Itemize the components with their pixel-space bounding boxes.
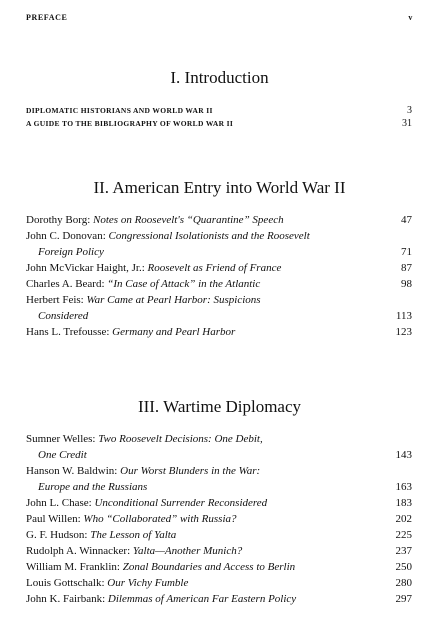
entry-title: Notes on Roosevelt's “Quarantine” Speech <box>93 214 284 226</box>
entry-title-continuation: Foreign Policy <box>38 246 104 258</box>
entry-page-number: 183 <box>395 497 412 509</box>
entry-page-number: 71 <box>401 246 412 258</box>
entry-page-number: 3 <box>407 105 412 116</box>
toc-entry[interactable] <box>26 260 412 276</box>
entry-author: Hanson W. Baldwin: <box>26 465 118 477</box>
running-header-page-number: v <box>408 13 413 22</box>
toc-entry[interactable] <box>26 543 412 559</box>
running-header-left: PREFACE <box>26 13 68 22</box>
toc-entry[interactable] <box>26 559 412 575</box>
entry-author: Hans L. Trefousse: <box>26 326 110 338</box>
entry-author: William M. Franklin: <box>26 561 120 573</box>
toc-entry[interactable] <box>26 324 412 340</box>
entry-title: Who “Collaborated” with Russia? <box>83 513 237 525</box>
entry-title: Two Roosevelt Decisions: One Debit, <box>98 433 263 445</box>
entry-title: DIPLOMATIC HISTORIANS AND WORLD WAR II <box>26 106 213 115</box>
running-header <box>26 13 413 22</box>
entry-title: The Lesson of Yalta <box>90 529 177 541</box>
entry-page-number: 113 <box>395 310 412 322</box>
entry-page-number: 87 <box>401 262 412 274</box>
toc-entry[interactable] <box>26 276 412 292</box>
entry-author: Rudolph A. Winnacker: <box>26 545 131 557</box>
entry-author: Sumner Welles: <box>26 433 96 445</box>
toc-entry[interactable] <box>26 228 412 260</box>
entry-author: John C. Donovan: <box>26 230 106 242</box>
part-title-introduction: I. Introduction <box>170 68 269 87</box>
entry-author: Herbert Feis: <box>26 294 84 306</box>
entry-title: War Came at Pearl Harbor: Suspicions <box>86 294 261 306</box>
entry-title: Dilemmas of American Far Eastern Policy <box>107 593 297 605</box>
entry-title: Germany and Pearl Harbor <box>112 326 236 338</box>
entry-page-number: 225 <box>395 529 412 541</box>
toc-entry[interactable] <box>26 117 412 130</box>
part-american-entry-entries <box>26 212 412 340</box>
toc-entry[interactable] <box>26 511 412 527</box>
entry-title: Roosevelt as Friend of France <box>147 262 282 274</box>
toc-entry[interactable] <box>26 104 412 117</box>
entry-title: “In Case of Attack” in the Atlantic <box>107 278 261 290</box>
entry-title: Zonal Boundaries and Access to Berlin <box>122 561 296 573</box>
entry-page-number: 163 <box>395 481 412 493</box>
entry-title: Congressional Isolationists and the Roosevelt <box>108 230 310 242</box>
entry-page-number: 250 <box>395 561 412 573</box>
entry-author: John K. Fairbank: <box>26 593 106 605</box>
part-introduction-entries <box>26 104 412 130</box>
toc-entry[interactable] <box>26 575 412 591</box>
toc-entry[interactable] <box>26 431 412 463</box>
entry-author: Charles A. Beard: <box>26 278 105 290</box>
toc-entry[interactable] <box>26 591 412 607</box>
part-wartime-diplomacy-entries <box>26 431 412 607</box>
entry-author: John McVickar Haight, Jr.: <box>26 262 145 274</box>
entry-author: Dorothy Borg: <box>26 214 91 226</box>
entry-page-number: 123 <box>395 326 412 338</box>
entry-page-number: 98 <box>401 278 412 290</box>
entry-title: Unconditional Surrender Reconsidered <box>94 497 268 509</box>
entry-title: Yalta—Another Munich? <box>132 545 243 557</box>
entry-author: G. F. Hudson: <box>26 529 88 541</box>
toc-entry[interactable] <box>26 292 412 324</box>
entry-title-continuation: Europe and the Russians <box>38 481 148 493</box>
entry-author: Louis Gottschalk: <box>26 577 105 589</box>
toc-entry[interactable] <box>26 463 412 495</box>
toc-entry[interactable] <box>26 212 412 228</box>
entry-title-continuation: One Credit <box>38 449 87 461</box>
entry-page-number: 297 <box>395 593 412 605</box>
entry-author: John L. Chase: <box>26 497 92 509</box>
entry-title: A GUIDE TO THE BIBLIOGRAPHY OF WORLD WAR II <box>26 119 234 128</box>
entry-page-number: 47 <box>401 214 412 226</box>
entry-page-number: 202 <box>395 513 412 525</box>
entry-title: Our Vichy Fumble <box>107 577 189 589</box>
entry-title-continuation: Considered <box>38 310 89 322</box>
part-title-american-entry: II. American Entry into World War II <box>93 178 346 197</box>
entry-title: Our Worst Blunders in the War: <box>120 465 261 477</box>
entry-page-number: 143 <box>395 449 412 461</box>
entry-page-number: 31 <box>402 118 412 129</box>
toc-entry[interactable] <box>26 527 412 543</box>
entry-page-number: 280 <box>395 577 412 589</box>
toc-entry[interactable] <box>26 495 412 511</box>
entry-author: Paul Willen: <box>26 513 81 525</box>
part-title-wartime-diplomacy: III. Wartime Diplomacy <box>137 397 302 416</box>
entry-page-number: 237 <box>395 545 412 557</box>
